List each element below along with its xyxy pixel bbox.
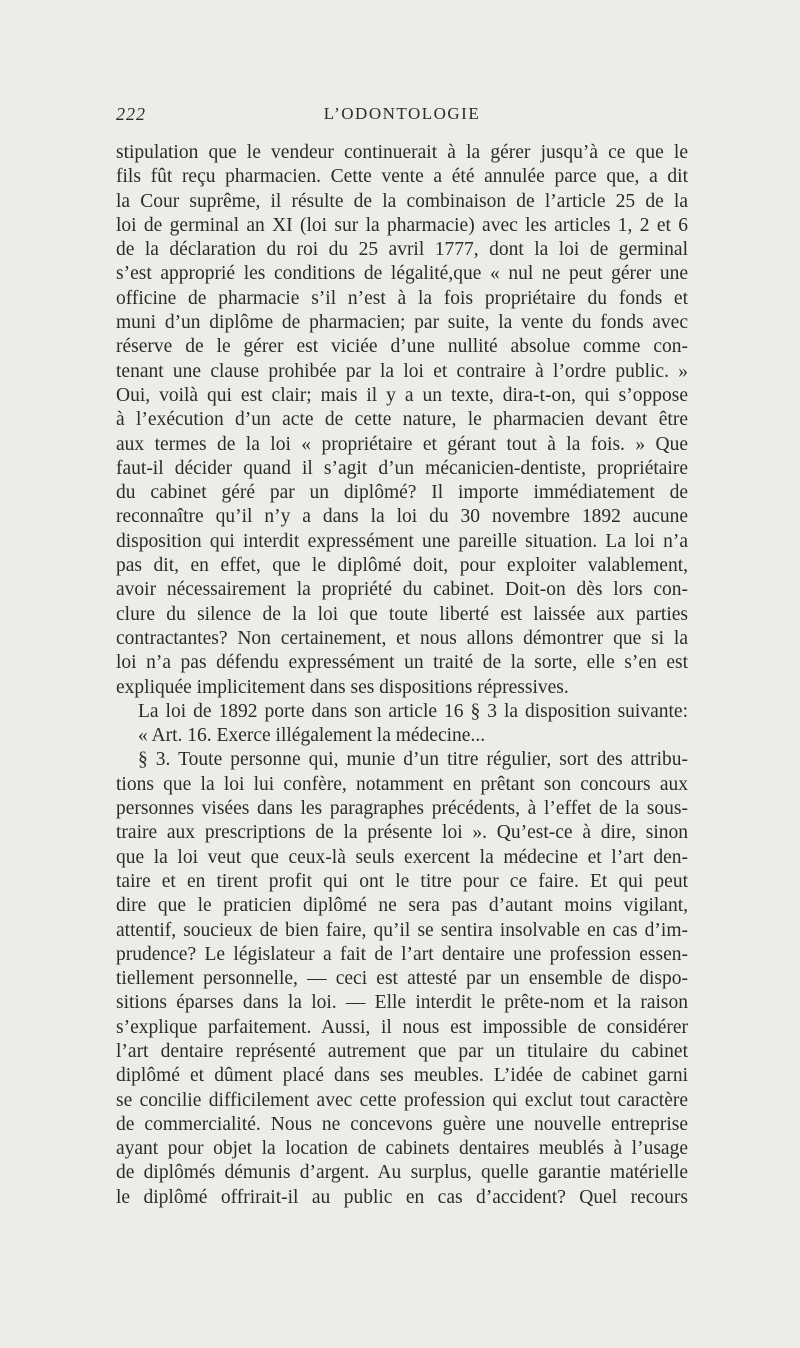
text-line: Oui, voilà qui est clair; mais il y a un texte, dira-t-on, qui s’oppose [116, 384, 688, 406]
text-line: la Cour suprême, il résulte de la combinaison de l’article 25 de la [116, 190, 688, 212]
text-line: attentif, soucieux de bien faire, qu’il se sentira insolvable en cas d’im- [116, 919, 688, 941]
text-line: fils fût reçu pharmacien. Cette vente a été annulée parce que, a dit [116, 166, 688, 188]
text-line: que la loi veut que ceux-là seuls exercent la médecine et l’art den- [116, 846, 688, 868]
text-line: de diplômés démunis d’argent. Au surplus, quelle garantie matérielle [116, 1162, 688, 1184]
text-line: pas dit, en effet, que le diplômé doit, pour exploiter valablement, [116, 555, 688, 577]
text-line: de commercialité. Nous ne concevons guère une nouvelle entreprise [116, 1113, 688, 1135]
text-line: tiellement personnelle, — ceci est attesté par un ensemble de dispo- [116, 968, 688, 990]
text-line: sitions éparses dans la loi. — Elle interdit le prête-nom et la raison [116, 992, 688, 1014]
text-line: le diplômé offrirait-il au public en cas d’accident? Quel recours [116, 1186, 688, 1208]
text-line: du cabinet géré par un diplômé? Il importe immédiatement de [116, 482, 688, 504]
text-line: ayant pour objet la location de cabinets dentaires meublés à l’usage [116, 1138, 688, 1160]
text-line: réserve de le gérer est viciée d’une nullité absolue comme con- [116, 336, 688, 358]
text-line: s’est approprié les conditions de légalité,que « nul ne peut gérer une [116, 263, 688, 285]
text-line: tions que la loi lui confère, notamment en prêtant son concours aux [116, 773, 688, 795]
text-line: clure du silence de la loi que toute liberté est laissée aux parties [116, 603, 688, 625]
page-number: 222 [116, 104, 146, 124]
text-line: stipulation que le vendeur continuerait à la gérer jusqu’à ce que le [116, 142, 688, 163]
text-line: loi n’a pas défendu expressément un traité de la sorte, elle s’en est [116, 652, 688, 674]
text-line: diplômé et dûment placé dans ses meubles. L’idée de cabinet garni [116, 1065, 688, 1087]
text-line: traire aux prescriptions de la présente loi ». Qu’est-ce à dire, sinon [116, 822, 688, 844]
text-line: prudence? Le législateur a fait de l’art dentaire une profession essen- [116, 943, 688, 965]
text-line: La loi de 1892 porte dans son article 16 § 3 la disposition suivante: [138, 700, 688, 722]
text-line: tenant une clause prohibée par la loi et contraire à l’ordre public. » [116, 360, 688, 382]
text-line: « Art. 16. Exerce illégalement la médecine... [138, 725, 486, 747]
text-line: de la déclaration du roi du 25 avril 1777, dont la loi de germinal [116, 239, 688, 261]
text-line: loi de germinal an XI (loi sur la pharmacie) avec les articles 1, 2 et 6 [116, 214, 688, 236]
page-header [116, 104, 688, 132]
text-line: avoir nécessairement la propriété du cabinet. Doit-on dès lors con- [116, 579, 688, 601]
text-line: taire et en tirent profit qui ont le titre pour ce faire. Et qui peut [116, 870, 688, 892]
text-line: à l’exécution d’un acte de cette nature, le pharmacien devant être [116, 409, 688, 431]
text-line: officine de pharmacie s’il n’est à la fois propriétaire du fonds et [116, 287, 688, 309]
text-line: § 3. Toute personne qui, munie d’un titre régulier, sort des attribu- [138, 749, 688, 771]
body-text [116, 141, 688, 1210]
text-line: l’art dentaire représenté autrement que par un titulaire du cabinet [116, 1040, 688, 1062]
text-line: dire que le praticien diplômé ne sera pas d’autant moins vigilant, [116, 895, 688, 917]
text-line: reconnaître qu’il n’y a dans la loi du 30 novembre 1892 aucune [116, 506, 688, 528]
text-line: disposition qui interdit expressément une pareille situation. La loi n’a [116, 530, 688, 552]
text-line: contractantes? Non certainement, et nous allons démontrer que si la [116, 627, 688, 649]
text-line: s’explique parfaitement. Aussi, il nous est impossible de considérer [116, 1016, 688, 1038]
running-head: L’ODONTOLOGIE [323, 104, 481, 123]
text-line: personnes visées dans les paragraphes précédents, à l’effet de la sous- [116, 798, 688, 820]
text-line: muni d’un diplôme de pharmacien; par suite, la vente du fonds avec [116, 312, 688, 334]
text-line: faut-il décider quand il s’agit d’un mécanicien-dentiste, propriétaire [116, 457, 688, 479]
text-line: aux termes de la loi « propriétaire et gérant tout à la fois. » Que [116, 433, 688, 455]
text-line: expliquée implicitement dans ses dispositions répressives. [116, 676, 569, 698]
text-line: se concilie difficilement avec cette profession qui exclut tout caractère [116, 1089, 688, 1111]
